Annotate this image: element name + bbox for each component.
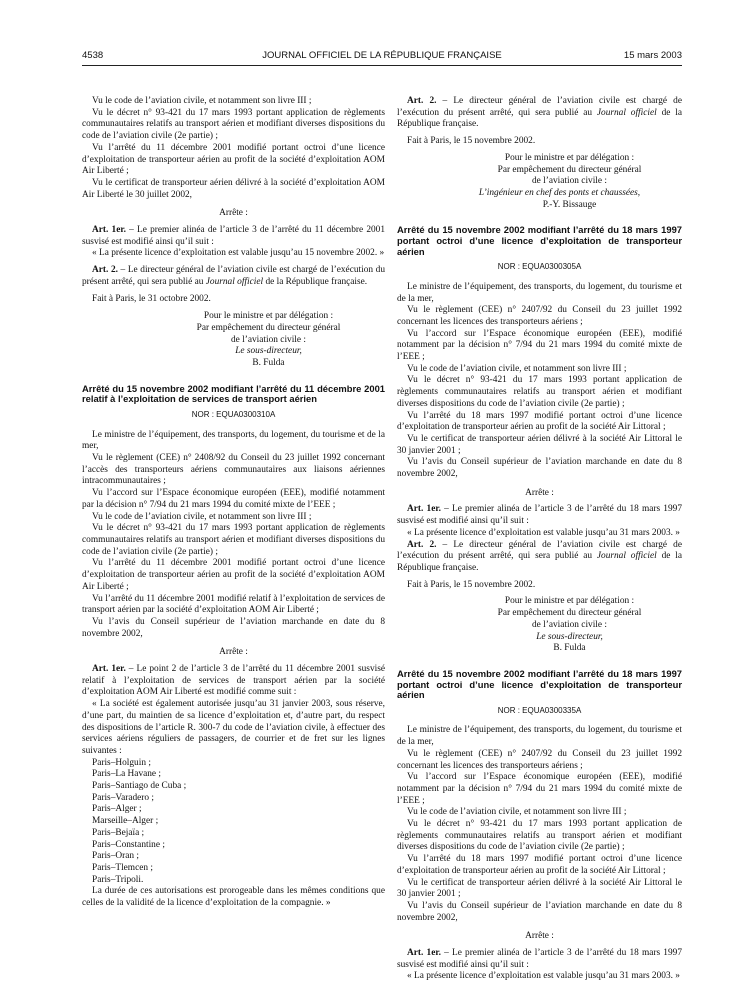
fait-line: Fait à Paris, le 31 octobre 2002.	[92, 293, 211, 304]
nor-reference: NOR : EQUA0300335A	[497, 705, 582, 715]
header-rule	[82, 65, 682, 66]
article-label: Art. 2.	[407, 539, 437, 550]
visa: Vu l’accord sur l’Espace économique européen (EEE), modifié notamment par la décision n° 7/94 du 21 mars 1994 du comité mixte de l’EEE ;	[397, 328, 682, 363]
visa: Vu l’arrêté du 11 décembre 2001 modifié portant octroi d’une licence d’exploitation de transporteur aérien au profit de la société d’exploitation AOM Air Liberté ;	[82, 558, 385, 592]
route-item: Paris–Holguin ;	[92, 757, 151, 768]
article	[82, 265, 385, 288]
decree-title: Arrêté du 15 novembre 2002 modifiant l’arrêté du 11 décembre 2001 relatif à l’exploitation de services de transport aérien	[82, 382, 385, 405]
preamble: Le ministre de l’équipement, des transports, du logement, du tourisme et de la mer,	[397, 725, 682, 748]
article-label: Art. 1er.	[92, 225, 126, 236]
visa: Vu l’arrêté du 11 décembre 2001 modifié relatif à l’exploitation de services de transport aérien par la société d’exploitation AOM Air Liberté ;	[82, 593, 385, 616]
signature-line: Pour le ministre et par délégation :	[504, 596, 635, 607]
quote: « La présente licence d’exploitation est valable jusqu’au 31 mars 2003. »	[407, 971, 680, 982]
signature-line: Par empêchement du directeur général	[497, 164, 642, 175]
visa: Vu l’avis du Conseil supérieur de l’aviation marchande en date du 8 novembre 2002,	[397, 900, 682, 923]
visa: Vu le certificat de transporteur aérien délivré à la société d’exploitation AOM Air Liberté le 30 juillet 2002,	[82, 177, 385, 200]
visa: Vu le règlement (CEE) n° 2407/92 du Conseil du 23 juillet 1992 concernant les licences des transporteurs aériens ;	[397, 748, 682, 771]
visa: Vu l’arrêté du 18 mars 1997 modifié portant octroi d’une licence d’exploitation de transporteur aérien au profit de la société Air Littoral ;	[397, 854, 682, 876]
signature-line: de l’aviation civile :	[532, 619, 607, 630]
article-text: de la République française.	[263, 276, 368, 287]
arrete-heading: Arrête :	[525, 931, 554, 942]
article	[397, 540, 682, 575]
signature-line: Par empêchement du directeur général	[497, 608, 642, 619]
visa: Vu le certificat de transporteur aérien délivré à la société Air Littoral le 30 janvier 2001 ;	[397, 877, 682, 900]
arrete-heading: Arrête :	[219, 647, 248, 658]
signature-block	[397, 596, 682, 655]
visa: Vu le règlement (CEE) n° 2408/92 du Conseil du 23 juillet 1992 concernant l’accès des transporteurs aériens communautaires aux liaisons aériennes intracommunautaires ;	[82, 453, 385, 487]
route-item: Paris–Oran ;	[92, 851, 139, 862]
left-column	[82, 96, 385, 910]
journal-ref: Journal officiel	[596, 551, 657, 562]
visa: Vu le code de l’aviation civile, et notamment son livre III ;	[407, 363, 627, 374]
signature-line: Pour le ministre et par délégation :	[504, 152, 635, 163]
page-number: 4538	[82, 50, 104, 61]
quote: « La société est également autorisée jusqu’au 31 janvier 2003, sous réserve, d’une part, du maintien de sa licence d’exploitation et, d’autre part, du respect des dispositions de l’article R. 300-7 du code de l’aviation civile, à effectuer des services aériens réguliers de passagers, de courrier et de fret sur les lignes suivantes :	[82, 699, 385, 756]
arrete-heading: Arrête :	[525, 487, 554, 498]
nor-reference: NOR : EQUA0300305A	[497, 262, 582, 272]
page-header	[82, 50, 682, 64]
visa: Vu l’accord sur l’Espace économique européen (EEE), modifié notamment par la décision n° 7/94 du 21 mars 1994 du comité mixte de l’EEE ;	[397, 772, 682, 806]
visa: Vu le code de l’aviation civile, et notamment son livre III ;	[92, 96, 312, 106]
fait-line: Fait à Paris, le 15 novembre 2002.	[407, 579, 536, 590]
issue-date: 15 mars 2003	[623, 50, 682, 61]
article-text: – Le directeur général de l’aviation civile est chargé de l’exécution du présent arrêté, qui sera publié au	[397, 96, 682, 118]
signature-line: Pour le ministre et par délégation :	[203, 311, 334, 322]
nor-reference: NOR : EQUA0300310A	[191, 409, 276, 419]
route-item: Paris–La Havane ;	[92, 769, 162, 780]
visa: Vu le code de l’aviation civile, et notamment son livre III ;	[92, 511, 312, 522]
visa: Vu l’arrêté du 18 mars 1997 modifié portant octroi d’une licence d’exploitation de transporteur aérien au profit de la société Air Littoral ;	[397, 410, 682, 433]
article	[82, 225, 385, 248]
signature-line: de l’aviation civile :	[532, 176, 607, 187]
quote: « La présente licence d’exploitation est valable jusqu’au 15 novembre 2002. »	[92, 248, 385, 259]
visa: Vu le code de l’aviation civile, et notamment son livre III ;	[407, 807, 627, 818]
signature-line: Par empêchement du directeur général	[196, 322, 341, 333]
article	[397, 504, 682, 527]
article	[82, 664, 385, 699]
route-item: Paris–Santiago de Cuba ;	[92, 781, 187, 792]
signature-line: Le sous-directeur,	[536, 631, 603, 642]
right-column	[397, 96, 682, 983]
article-text: de la République française.	[397, 107, 682, 130]
article-label: Art. 1er.	[407, 504, 441, 515]
article-text: – Le directeur général de l’aviation civile est chargé de l’exécution du présent arrêté, qui sera publié au	[397, 539, 682, 562]
journal-ref: Journal officiel	[596, 107, 657, 118]
signature-block	[397, 153, 682, 212]
article	[397, 948, 682, 971]
article-text: – Le directeur général de l’aviation civile est chargé de l’exécution du présent arrêté, qui sera publié au	[82, 265, 385, 287]
visa: Vu l’avis du Conseil supérieur de l’aviation marchande en date du 8 novembre 2002,	[397, 457, 682, 480]
visa: Vu le décret n° 93-421 du 17 mars 1993 portant application de règlements communautaires relatifs au transport aérien et modifiant diverses dispositions du code de l’aviation civile (2e partie) ;	[397, 375, 682, 409]
quote: « La présente licence d’exploitation est valable jusqu’au 31 mars 2003. »	[407, 527, 680, 538]
visa: Vu l’avis du Conseil supérieur de l’aviation marchande en date du 8 novembre 2002,	[82, 616, 385, 639]
visa: Vu le certificat de transporteur aérien délivré à la société Air Littoral le 30 janvier 2001 ;	[397, 433, 682, 456]
route-item: Paris–Tlemcen ;	[92, 862, 153, 873]
journal-title: JOURNAL OFFICIEL DE LA RÉPUBLIQUE FRANÇAISE	[262, 50, 502, 61]
fait-line: Fait à Paris, le 15 novembre 2002.	[407, 136, 536, 147]
route-item: Paris–Constantine ;	[92, 839, 165, 850]
visa: Vu le décret n° 93-421 du 17 mars 1993 portant application de règlements communautaires relatifs au transport aérien et modifiant diverses dispositions du code de l’aviation civile (2e partie) ;	[397, 819, 682, 853]
preamble: Le ministre de l’équipement, des transports, du logement, du tourisme et de la mer,	[397, 281, 682, 304]
route-item: Paris–Tripoli.	[92, 874, 144, 885]
journal-ref: Journal officiel	[205, 276, 264, 287]
route-item: Paris–Alger ;	[92, 804, 142, 815]
article-text: de la République française.	[397, 551, 682, 573]
article-text: – Le premier alinéa de l’article 3 de l’arrêté du 18 mars 1997 susvisé est modifié ainsi qu’il suit :	[397, 504, 682, 527]
route-item: Paris–Bejaïa ;	[92, 827, 145, 838]
decree-title: Arrêté du 15 novembre 2002 modifiant l’arrêté du 18 mars 1997 portant octroi d’une licence d’exploitation de transporteur aérien	[397, 667, 682, 701]
article-label: Art. 2.	[92, 265, 118, 276]
route-item: Paris–Varadero ;	[92, 792, 155, 803]
route-item: Marseille–Alger ;	[92, 816, 159, 827]
preamble: Le ministre de l’équipement, des transports, du logement, du tourisme et de la mer,	[82, 429, 385, 452]
arrete-heading: Arrête :	[219, 208, 248, 219]
signature-block	[82, 311, 385, 370]
article-label: Art. 1er.	[92, 664, 126, 675]
article	[397, 96, 682, 131]
article-label: Art. 1er.	[407, 948, 441, 959]
signature-line: L’ingénieur en chef des ponts et chaussées,	[478, 187, 641, 198]
signatory-name: B. Fulda	[553, 643, 586, 654]
visa: Vu l’arrêté du 11 décembre 2001 modifié portant octroi d’une licence d’exploitation de transporteur aérien au profit de la société d’exploitation AOM Air Liberté ;	[82, 142, 385, 177]
article-label: Art. 2.	[407, 96, 437, 106]
signature-line: de l’aviation civile :	[231, 334, 306, 345]
visa: Vu le règlement (CEE) n° 2407/92 du Conseil du 23 juillet 1992 concernant les licences des transporteurs aériens ;	[397, 305, 682, 327]
article-text: – Le premier alinéa de l’article 3 de l’arrêté du 11 décembre 2001 susvisé est modifié ainsi qu’il suit :	[82, 225, 386, 247]
visa: Vu l’accord sur l’Espace économique européen (EEE), modifié notamment par la décision n° 7/94 du 21 mars 1994 du comité mixte de l’EEE ;	[82, 488, 385, 510]
visa: Vu le décret n° 93-421 du 17 mars 1993 portant application de règlements communautaires relatifs au transport aérien et modifiant diverses dispositions du code de l’aviation civile (2e partie) ;	[82, 523, 385, 557]
route-list	[82, 758, 385, 887]
visa: Vu le décret n° 93-421 du 17 mars 1993 portant application de règlements communautaires relatifs au transport aérien et modifiant diverses dispositions du code de l’aviation civile (2e partie) ;	[82, 107, 385, 142]
decree-title: Arrêté du 15 novembre 2002 modifiant l’arrêté du 18 mars 1997 portant octroi d’une licence d’exploitation de transporteur aérien	[397, 224, 682, 257]
article-text: – Le point 2 de l’article 3 de l’arrêté du 11 décembre 2001 susvisé relatif à l’exploitation de services de transport aérien par la société d’exploitation AOM Air Liberté est modifié comme suit :	[82, 664, 385, 698]
signatory-name: B. Fulda	[252, 358, 285, 369]
article-text: – Le premier alinéa de l’article 3 de l’arrêté du 18 mars 1997 susvisé est modifié ainsi qu’il suit :	[397, 948, 682, 970]
closing-paragraph: La durée de ces autorisations est prorogeable dans les mêmes conditions que celles de la validité de la licence d’exploitation de la compagnie. »	[82, 886, 385, 909]
signatory-name: P.-Y. Bissauge	[542, 199, 597, 210]
signature-line: Le sous-directeur,	[235, 346, 302, 357]
